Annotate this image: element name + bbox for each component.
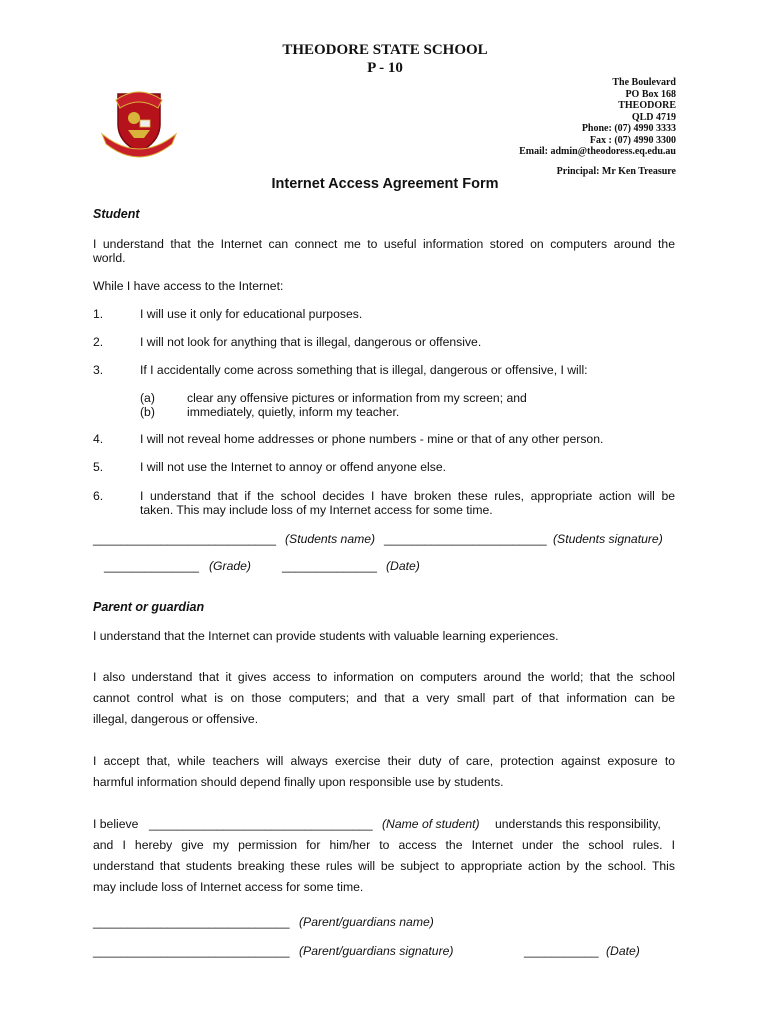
item-text-continued: taken. This may include loss of my Internet access for some time. bbox=[140, 503, 493, 517]
school-address bbox=[519, 77, 676, 158]
principal-line: Principal: Mr Ken Treasure bbox=[556, 166, 676, 177]
school-name: THEODORE STATE SCHOOL bbox=[282, 42, 488, 58]
item-text: I understand that if the school decides I have broken these rules, appropriate action will be bbox=[140, 489, 675, 503]
parent-signature-label: (Parent/guardians signature) bbox=[299, 944, 454, 958]
item-number: 2. bbox=[93, 335, 104, 349]
parent-para4-line2: and I hereby give my permission for him/her to access the Internet under the school rules. I bbox=[93, 838, 675, 852]
sub-item-text: immediately, quietly, inform my teacher. bbox=[187, 405, 400, 419]
parent-name-label: (Parent/guardians name) bbox=[299, 915, 434, 929]
parent-para1: I understand that the Internet can provide students with valuable learning experiences. bbox=[93, 629, 559, 643]
parent-para4-line3: understand that students breaking these rules will be subject to appropriate action by the school. This bbox=[93, 859, 675, 873]
address-line: THEODORE bbox=[618, 100, 676, 111]
student-signature-label: (Students signature) bbox=[553, 532, 663, 546]
item-text: I will use it only for educational purposes. bbox=[140, 307, 363, 321]
parent-para4-line4: may include loss of Internet access for some time. bbox=[93, 880, 364, 894]
student-signature-field[interactable]: ________________________ bbox=[384, 532, 547, 546]
item-number: 1. bbox=[93, 307, 104, 321]
student-name-blank[interactable]: _________________________________ bbox=[149, 817, 373, 831]
parent-name-field[interactable]: _____________________________ bbox=[93, 915, 290, 929]
item-number: 4. bbox=[93, 432, 104, 446]
parent-para3-line1: I accept that, while teachers will always exercise their duty of care, protection against exposure to bbox=[93, 754, 675, 768]
student-name-field[interactable]: ___________________________ bbox=[93, 532, 277, 546]
believe-text: I believe bbox=[93, 817, 139, 831]
phone-line: Phone: (07) 4990 3333 bbox=[581, 123, 676, 134]
item-text: I will not look for anything that is illegal, dangerous or offensive. bbox=[140, 335, 482, 349]
student-intro-line2: world. bbox=[93, 251, 126, 265]
student-intro-line1: I understand that the Internet can connect me to useful information stored on computers around the bbox=[93, 237, 675, 251]
grade-label: (Grade) bbox=[209, 559, 251, 573]
parent-date-field[interactable]: ___________ bbox=[524, 944, 599, 958]
student-name-label: (Students name) bbox=[285, 532, 376, 546]
form-title: Internet Access Agreement Form bbox=[271, 176, 499, 192]
item-number: 3. bbox=[93, 363, 104, 377]
sub-item-text: clear any offensive pictures or information from my screen; and bbox=[187, 391, 527, 405]
understands-text: understands this responsibility, bbox=[495, 817, 661, 831]
sub-item-label: (a) bbox=[140, 391, 155, 405]
name-of-student-label: (Name of student) bbox=[382, 817, 480, 831]
email-line: Email: admin@theodoress.eq.edu.au bbox=[519, 146, 676, 157]
item-text: If I accidentally come across something that is illegal, dangerous or offensive, I will: bbox=[140, 363, 588, 377]
while-access-text: While I have access to the Internet: bbox=[93, 279, 284, 293]
sub-item-label: (b) bbox=[140, 405, 155, 419]
grade-field[interactable]: ______________ bbox=[104, 559, 199, 573]
parent-para2-line3: illegal, dangerous or offensive. bbox=[93, 712, 259, 726]
address-line: QLD 4719 bbox=[631, 111, 676, 123]
parent-para3-line2: harmful information should depend finally upon responsible use by students. bbox=[93, 775, 504, 789]
student-heading: Student bbox=[93, 207, 140, 221]
grade-range: P - 10 bbox=[367, 60, 403, 76]
parent-heading: Parent or guardian bbox=[93, 600, 205, 614]
parent-para2-line1: I also understand that it gives access to information on computers around the world; that the school bbox=[93, 670, 675, 684]
student-date-field[interactable]: ______________ bbox=[282, 559, 377, 573]
item-text: I will not reveal home addresses or phone numbers - mine or that of any other person. bbox=[140, 432, 604, 446]
parent-date-label: (Date) bbox=[606, 944, 640, 958]
school-crest-icon bbox=[98, 86, 180, 158]
item-number: 5. bbox=[93, 460, 104, 474]
student-date-label: (Date) bbox=[386, 559, 420, 573]
fax-line: Fax : (07) 4990 3300 bbox=[589, 134, 676, 146]
address-line: PO Box 168 bbox=[625, 88, 676, 100]
parent-para2-line2: cannot control what is on those computers; and that a very small part of that information can be bbox=[93, 691, 675, 705]
item-number: 6. bbox=[93, 489, 104, 503]
item-text: I will not use the Internet to annoy or offend anyone else. bbox=[140, 460, 447, 474]
address-line: The Boulevard bbox=[612, 77, 676, 88]
parent-signature-field[interactable]: _____________________________ bbox=[93, 944, 290, 958]
